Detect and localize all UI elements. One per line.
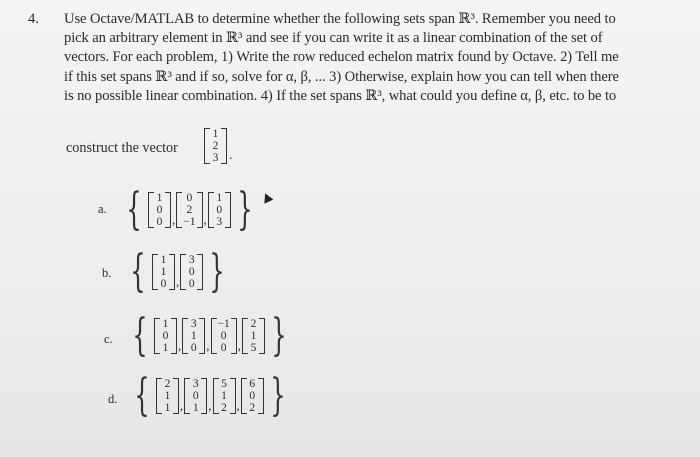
- set-d-vector-4: 6 0 2: [241, 378, 264, 414]
- set-c-vector-2: 3 1 0: [182, 318, 205, 354]
- question-line-4: if this set spans ℝ³ and if so, solve for α, β, ... 3) Otherwise, explain how you can tell when there: [64, 68, 619, 85]
- right-brace: }: [237, 184, 253, 235]
- question-line-3: vectors. For each problem, 1) Write the row reduced echelon matrix found by Octave. 2) Tell me: [64, 49, 619, 66]
- set-c-vector-4: 2 1 5: [242, 318, 265, 354]
- set-c-label: c.: [104, 332, 113, 346]
- set-b-vector-2: 3 0 0: [180, 254, 203, 290]
- set-d-vector-3: 5 1 2: [213, 378, 236, 414]
- set-a-vector-3: 1 0 3: [208, 192, 231, 228]
- set-d-vector-2: 3 0 1: [184, 378, 207, 414]
- set-b-vector-1: 1 1 0: [152, 254, 175, 290]
- target-suffix: .: [229, 148, 233, 163]
- target-entry-2: 2: [212, 140, 219, 152]
- question-line-5: is no possible linear combination. 4) If the set spans ℝ³, what could you define α, β, etc. to be to: [64, 87, 617, 104]
- question-line-2: pick an arbitrary element in ℝ³ and see if you can write it as a linear combination of the set of: [64, 30, 603, 47]
- set-c-vector-1: 1 0 1: [154, 318, 177, 354]
- target-entry-1: 1: [212, 128, 219, 140]
- question-text: [28, 10, 668, 106]
- set-a-vector-2: 0 2 −1: [176, 192, 202, 228]
- construct-label: construct the vector: [66, 140, 178, 156]
- set-a-vector-1: 1 0 0: [148, 192, 171, 228]
- set-c: { 1 0 1 , 3 1 0 , −1 0 0 , 2 1 5 }: [132, 310, 287, 361]
- set-a-label: a.: [98, 202, 107, 216]
- mouse-cursor-icon: [261, 191, 274, 203]
- left-brace: {: [126, 184, 142, 235]
- set-b: { 1 1 0 , 3 0 0 }: [130, 246, 225, 297]
- question-line-1: 4. Use Octave/MATLAB to determine whether the following sets span ℝ³. Remember you need to: [28, 10, 668, 29]
- set-b-label: b.: [102, 266, 112, 280]
- target-vector: [204, 128, 227, 164]
- question-number: 4.: [28, 11, 39, 27]
- set-c-vector-3: −1 0 0: [211, 318, 237, 354]
- set-a: { 1 0 0 , 0 2 −1 , 1 0 3 }: [126, 184, 253, 235]
- set-d-label: d.: [108, 392, 118, 406]
- target-entry-3: 3: [212, 152, 219, 164]
- set-d: { 2 1 1 , 3 0 1 , 5 1 2 , 6 0 2 }: [134, 370, 286, 421]
- set-d-vector-1: 2 1 1: [156, 378, 179, 414]
